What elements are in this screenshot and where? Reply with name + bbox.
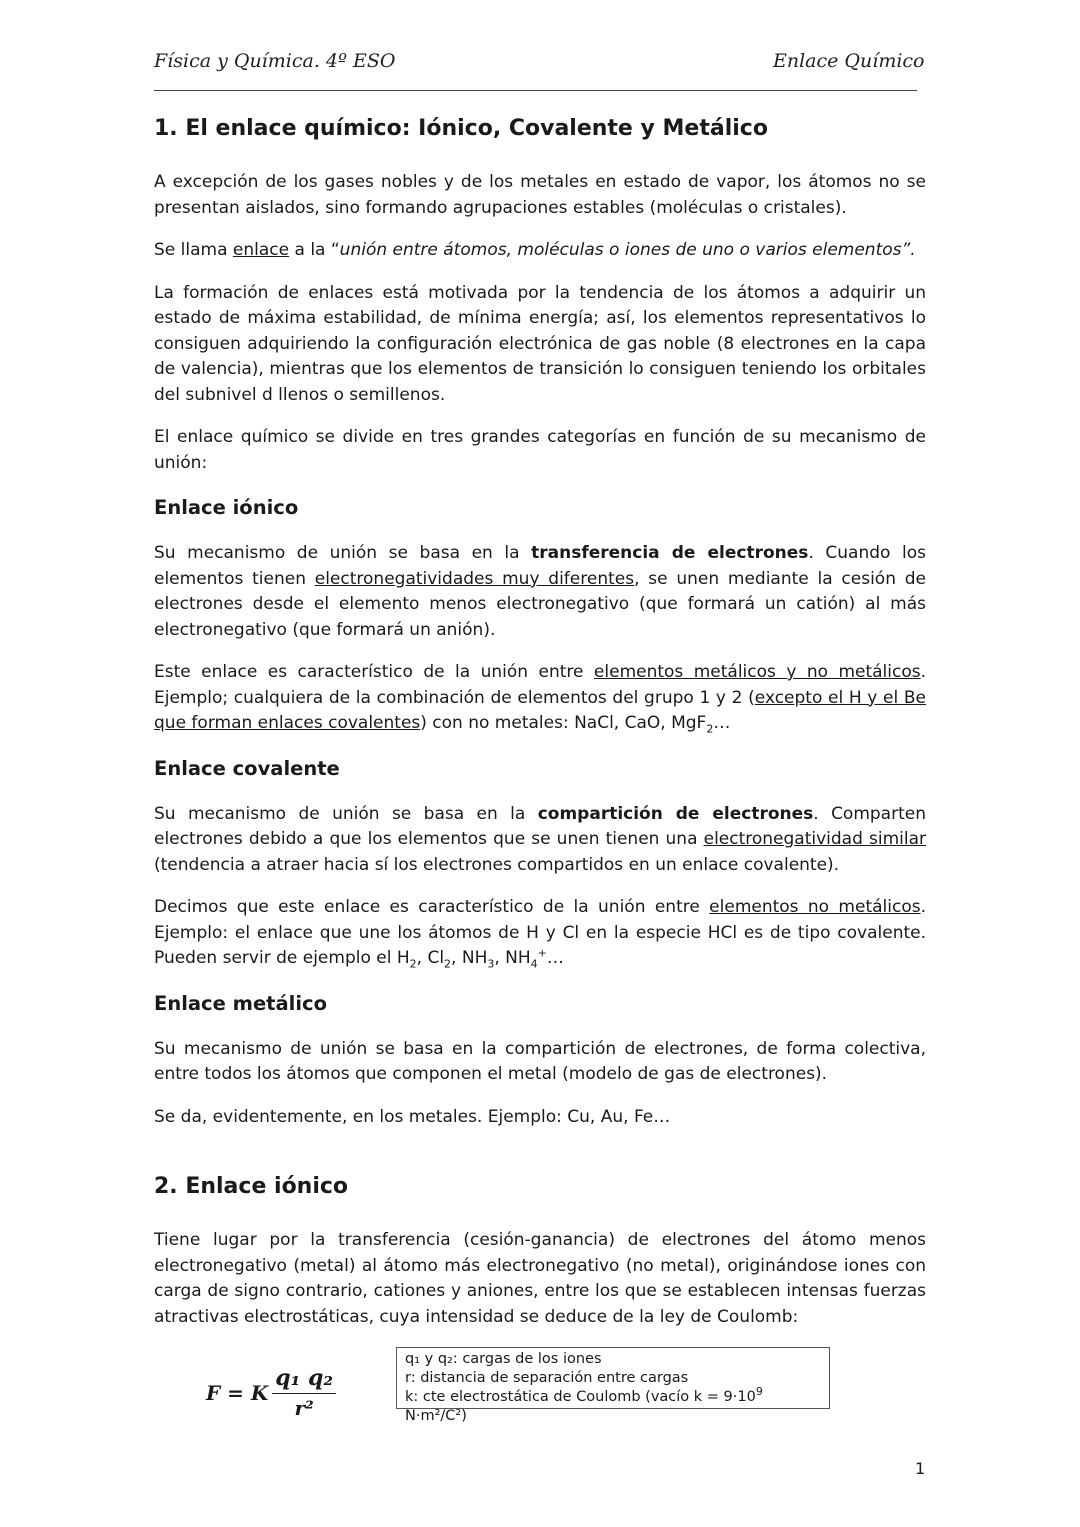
section1-title: 1. El enlace químico: Iónico, Covalente y Metálico — [154, 116, 768, 141]
section2-paragraph-1: Tiene lugar por la transferencia (cesión-ganancia) de electrones del átomo menos electronegativo (metal) al átomo más electronegativo (no metal), originándose iones con carga de signo contrario, cationes y aniones, entre los que se establecen intensas fuerzas atractivas electrostáticas, cuya intensidad se deduce de la ley de Coulomb: — [154, 1230, 926, 1327]
formula-denominator: r² — [294, 1396, 314, 1420]
legend-line-distance: r: distancia de separación entre cargas — [405, 1370, 689, 1386]
enlace-term: enlace — [232, 240, 290, 260]
section1-paragraph-3: La formación de enlaces está motivada por la tendencia de los átomos a adquirir un estado de máxima estabilidad, de mínima energía; así, los elementos representativos lo consiguen adquiriendo la configuración electrónica de gas noble (8 electrones en la capa de valencia), mientras que los elementos de transición lo consiguen teniendo los orbitales del subnivel d llenos o semillenos. — [154, 282, 926, 405]
covalent-paragraph-2: Decimos que este enlace es característico de la unión entre elementos no metálicos. Ejemplo: el enlace que une los átomos de H y Cl en la especie HCl es de tipo covalente. Pueden servir de ejemplo el $H_2$, $Cl_2$, $NH_3$, $NH_4^+\dots$ — [154, 897, 926, 971]
page-number: 1 — [915, 1459, 926, 1478]
header-topic: Enlace Químico — [773, 50, 925, 72]
section2-title: 2. Enlace iónico — [154, 1174, 349, 1199]
legend-line-charges: q₁ y q₂: cargas de los iones — [405, 1351, 602, 1367]
coulomb-formula — [206, 1365, 336, 1420]
enlace-definition: unión entre átomos, moléculas o iones de uno o varios elementos”. — [339, 240, 916, 260]
metallic-paragraph-1: Su mecanismo de unión se basa en la compartición de electrones, de forma colectiva, entre todos los átomos que componen el metal (modelo de gas de electrones). — [154, 1038, 926, 1084]
ionic-paragraph-2: Este enlace es característico de la unión entre elementos metálicos y no metálicos. Ejemplo; cualquiera de la combinación de elementos del grupo 1 y 2 (excepto el H y el Be que forman enlaces covalentes) con no metales: NaCl, CaO, MgF$_2$… — [154, 662, 926, 736]
formula-fraction — [272, 1365, 336, 1420]
ionic-paragraph-1: Su mecanismo de unión se basa en la transferencia de electrones. Cuando los elementos tienen electronegatividades muy diferentes, se unen mediante la cesión de electrones desde el elemento menos electronegativo (que formará un catión) al más electronegativo (que formará un anión). — [154, 543, 926, 640]
covalent-paragraph-1: Su mecanismo de unión se basa en la compartición de electrones. Comparten electrones debido a que los elementos que se unen tienen una electronegatividad similar (tendencia a atraer hacia sí los electrones compartidos en un enlace covalente). — [154, 803, 926, 875]
metallic-subtitle: Enlace metálico — [154, 991, 327, 1015]
section1-paragraph-2: Se llama enlace a la “unión entre átomos, moléculas o iones de uno o varios elementos”. — [154, 240, 916, 260]
ionic-subtitle: Enlace iónico — [154, 496, 299, 519]
formula-numerator: q₁ q₂ — [272, 1365, 336, 1394]
formula-lhs: F = K — [206, 1380, 269, 1405]
coulomb-law-area — [154, 1347, 926, 1447]
header-divider — [154, 90, 917, 91]
section1-paragraph-1: A excepción de los gases nobles y de los metales en estado de vapor, los átomos no se presentan aislados, sino formando agrupaciones estables (moléculas o cristales). — [154, 172, 926, 218]
formula-legend-box — [396, 1347, 830, 1424]
document-body — [154, 112, 926, 1447]
section1-paragraph-4: El enlace químico se divide en tres grandes categorías en función de su mecanismo de unión: — [154, 427, 926, 473]
legend-line-constant: k: cte electrostática de Coulomb (vacío $k = 9\cdot 10^9$ N·m²/C²) — [405, 1385, 763, 1424]
header-subject: Física y Química. 4º ESO — [154, 50, 396, 72]
covalent-subtitle: Enlace covalente — [154, 756, 340, 780]
metallic-paragraph-2: Se da, evidentemente, en los metales. Ejemplo: Cu, Au, Fe… — [154, 1106, 671, 1127]
